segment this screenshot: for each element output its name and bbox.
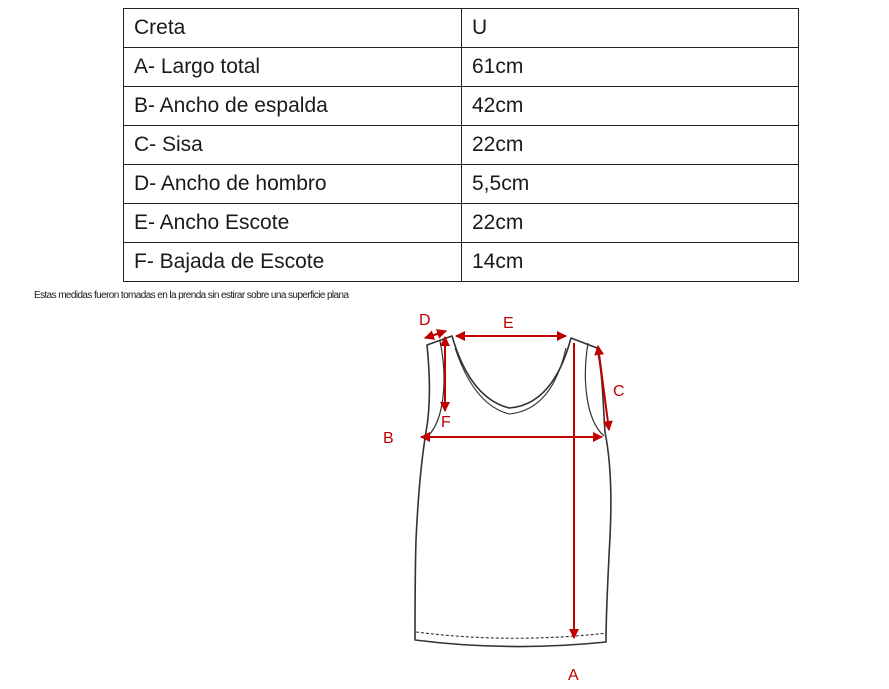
measure-label-cell: B- Ancho de espalda [124, 87, 462, 126]
table-header-cell: Creta [124, 9, 462, 48]
measurement-note: Estas medidas fueron tomadas en la prenda sin estirar sobre una superficie plana [34, 290, 349, 301]
measure-value-cell: 61cm [462, 48, 799, 87]
measure-label-cell: F- Bajada de Escote [124, 243, 462, 282]
measure-value-cell: 42cm [462, 87, 799, 126]
label-f: F [441, 414, 451, 431]
measure-value-cell: 5,5cm [462, 165, 799, 204]
measurement-arrows [421, 331, 609, 638]
label-e: E [503, 315, 514, 332]
measure-label-cell: C- Sisa [124, 126, 462, 165]
measure-label-cell: E- Ancho Escote [124, 204, 462, 243]
table-header-cell: U [462, 9, 799, 48]
label-b: B [383, 430, 394, 447]
measure-label-cell: D- Ancho de hombro [124, 165, 462, 204]
measure-value-cell: 14cm [462, 243, 799, 282]
measure-line-d [425, 331, 446, 338]
label-d: D [419, 312, 431, 329]
measure-value-cell: 22cm [462, 204, 799, 243]
measure-label-cell: A- Largo total [124, 48, 462, 87]
label-c: C [613, 383, 625, 400]
label-a: A [568, 667, 579, 684]
measure-value-cell: 22cm [462, 126, 799, 165]
